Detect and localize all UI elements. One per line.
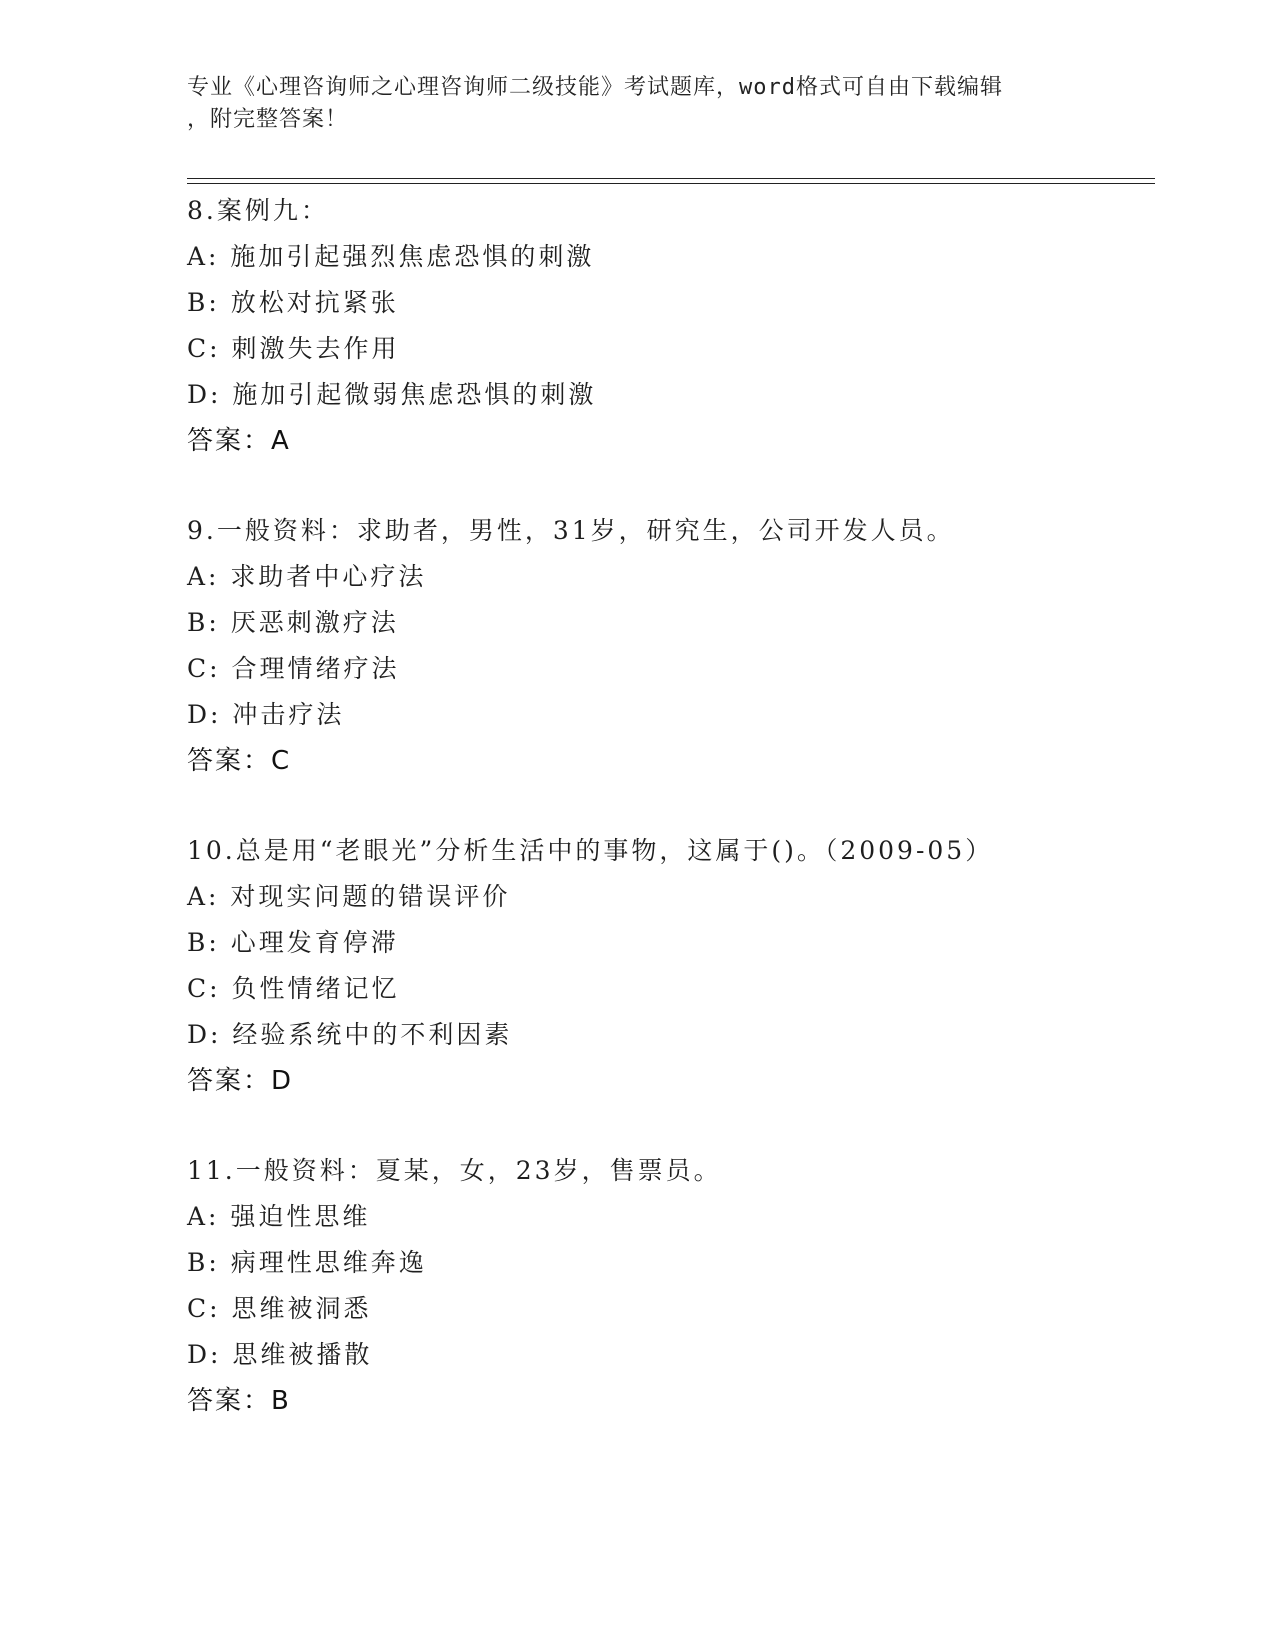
option-b: B: 放松对抗紧张 (187, 288, 399, 317)
option-a: A: 对现实问题的错误评价 (187, 882, 511, 911)
question-11 (187, 1148, 1155, 1424)
question-10 (187, 828, 1155, 1104)
question-stem: 9.一般资料：求助者，男性，31岁，研究生，公司开发人员。 (187, 516, 955, 545)
question-8 (187, 188, 1155, 464)
answer-line: 答案：A (187, 426, 291, 456)
answer-line: 答案：D (187, 1066, 294, 1096)
document-header (187, 72, 1087, 136)
question-stem: 10.总是用“老眼光”分析生活中的事物，这属于()。（2009-05） (187, 836, 994, 865)
option-d: D: 经验系统中的不利因素 (187, 1020, 513, 1049)
question-list (187, 188, 1155, 1468)
option-c: C: 刺激失去作用 (187, 334, 400, 363)
question-stem: 11.一般资料：夏某，女，23岁，售票员。 (187, 1156, 722, 1185)
header-line-2: ，附完整答案！ (187, 107, 349, 132)
header-divider-top (187, 178, 1155, 179)
question-9 (187, 508, 1155, 784)
header-divider-bottom (187, 183, 1155, 184)
option-b: B: 心理发育停滞 (187, 928, 399, 957)
question-stem: 8.案例九： (187, 196, 329, 225)
option-b: B: 厌恶刺激疗法 (187, 608, 399, 637)
answer-line: 答案：B (187, 1386, 291, 1416)
option-d: D: 施加引起微弱焦虑恐惧的刺激 (187, 380, 597, 409)
option-d: D: 冲击疗法 (187, 700, 345, 729)
option-a: A: 施加引起强烈焦虑恐惧的刺激 (187, 242, 595, 271)
option-a: A: 强迫性思维 (187, 1202, 371, 1231)
option-c: C: 负性情绪记忆 (187, 974, 400, 1003)
option-c: C: 思维被洞悉 (187, 1294, 372, 1323)
option-d: D: 思维被播散 (187, 1340, 373, 1369)
answer-line: 答案：C (187, 746, 292, 776)
option-c: C: 合理情绪疗法 (187, 654, 400, 683)
header-line-1: 专业《心理咨询师之心理咨询师二级技能》考试题库，word格式可自由下载编辑 (187, 75, 1003, 100)
option-b: B: 病理性思维奔逸 (187, 1248, 427, 1277)
option-a: A: 求助者中心疗法 (187, 562, 427, 591)
